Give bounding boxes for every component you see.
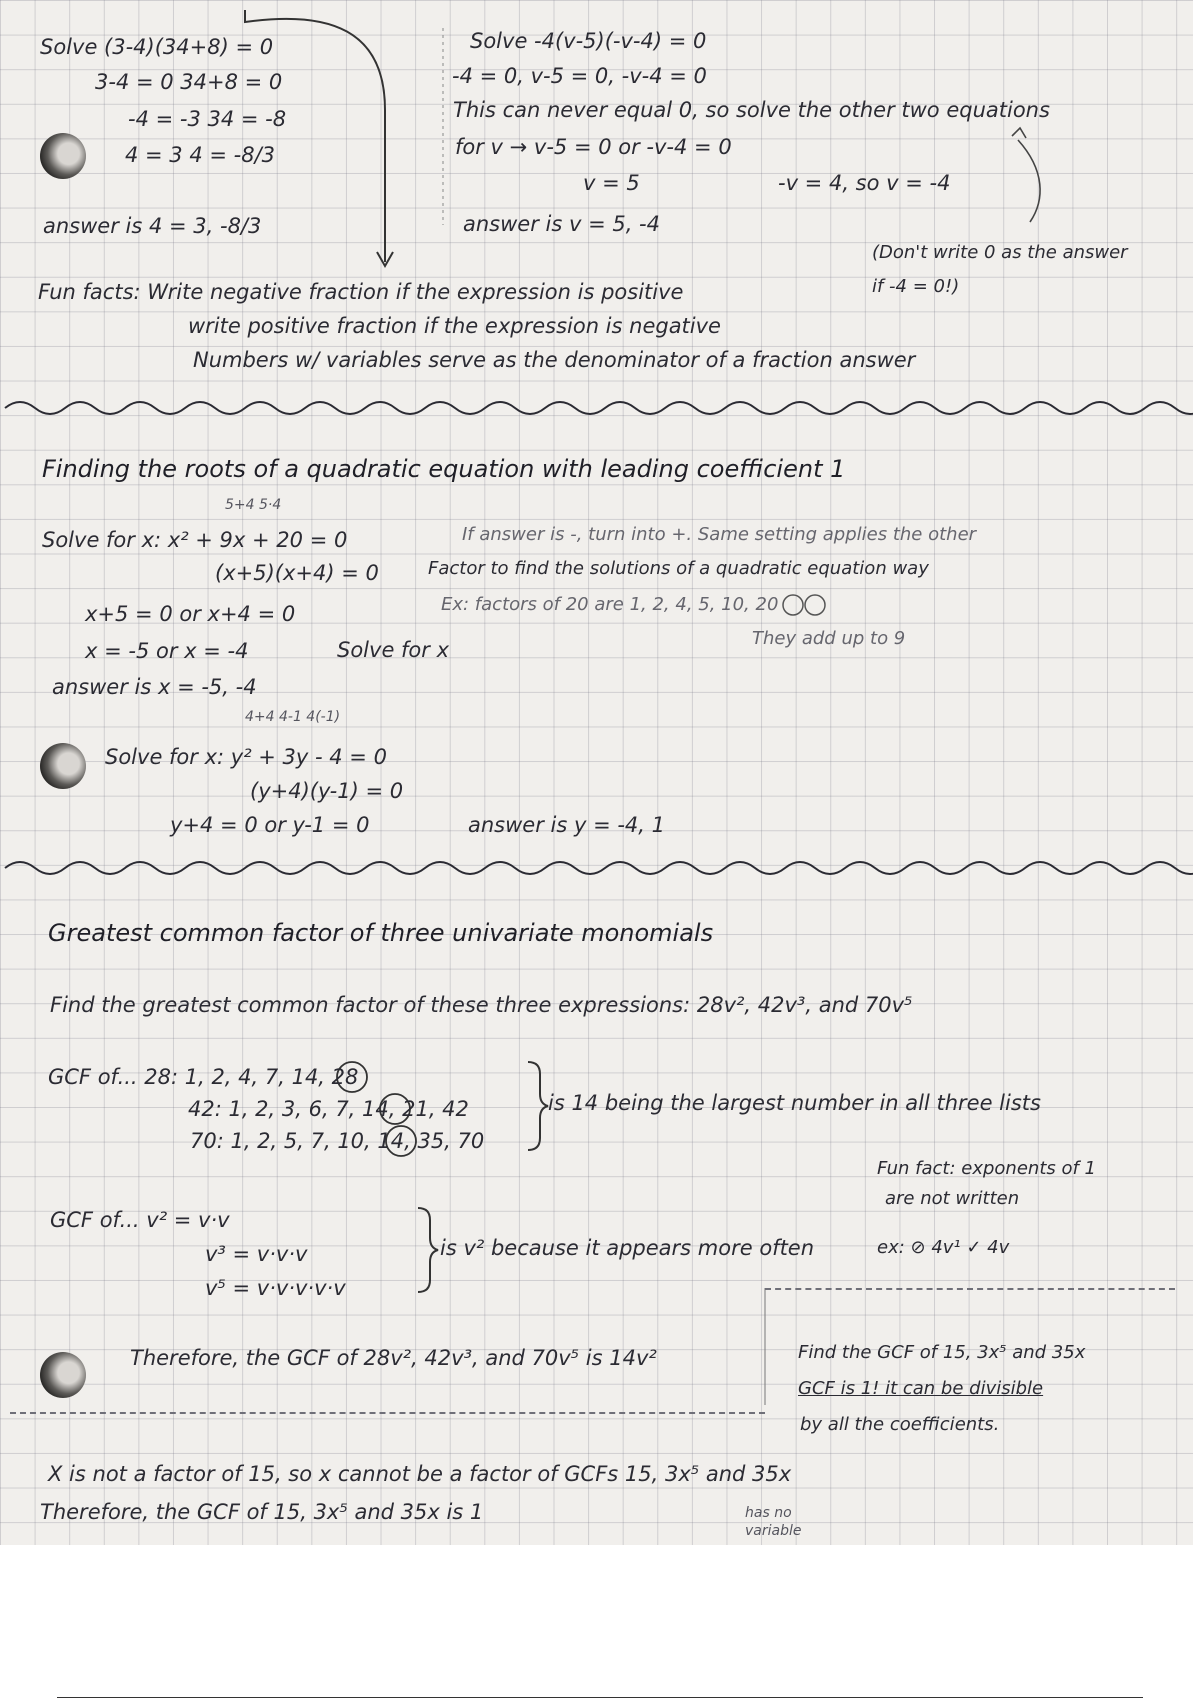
roots-answer-1: answer is x = -5, -4 [52,675,257,699]
right-problem-line-3: This can never equal 0, so solve the other two equations [453,98,1050,122]
x-factor-line-2: Therefore, the GCF of 15, 3x⁵ and 35x is 1 [40,1500,484,1524]
left-problem-line-4: 4 = 3 4 = -8/3 [125,143,276,167]
x-factor-line-1: X is not a factor of 15, so x cannot be a factor of GCFs 15, 3x⁵ and 35x [48,1462,792,1486]
gcf-conclusion: Therefore, the GCF of 28v², 42v³, and 70v⁵ is 14v² [130,1346,657,1370]
left-problem-line-1: Solve (3-4)(34+8) = 0 [40,35,274,59]
roots-answer-2: answer is y = -4, 1 [468,813,665,837]
roots-side-note-2: Factor to find the solutions of a quadratic equation way [428,558,929,579]
gcf-exponent-example: ex: ⊘ 4v¹ ✓ 4v [877,1237,1010,1258]
gcf-section-title: Greatest common factor of three univariate monomials [48,919,714,947]
punch-hole-bottom [40,1352,86,1398]
gcf-list-70: 70: 1, 2, 5, 7, 10, 14, 35, 70 [190,1129,485,1153]
gcf-list-42: 42: 1, 2, 3, 6, 7, 14, 21, 42 [188,1097,469,1121]
bottom-rule [57,1697,1143,1698]
fun-fact-exponent-1: Fun fact: exponents of 1 [877,1158,1097,1179]
side-problem-line-1: Find the GCF of 15, 3x⁵ and 35x [798,1342,1086,1363]
fun-facts-line-1: Fun facts: Write negative fraction if the expression is positive [38,280,684,304]
dashed-divider-left [10,1412,765,1414]
right-problem-line-2: -4 = 0, v-5 = 0, -v-4 = 0 [452,64,707,88]
side-problem-line-3: by all the coefficients. [800,1414,1000,1435]
roots-line-4: x = -5 or x = -4 [85,639,249,663]
roots-line-3: x+5 = 0 or x+4 = 0 [85,602,296,626]
roots-side-note-3: Ex: factors of 20 are 1, 2, 4, 5, 10, 20 [441,594,779,615]
gcf-intro: Find the greatest common factor of these three expressions: 28v², 42v³, and 70v⁵ [50,993,913,1017]
punch-hole-top [40,133,86,179]
roots-side-note-1: If answer is -, turn into +. Same setting applies the other [462,524,977,545]
left-problem-line-3: -4 = -3 34 = -8 [128,107,287,131]
roots-line-1: Solve for x: x² + 9x + 20 = 0 [42,528,348,552]
side-problem-line-2: GCF is 1! it can be divisible [798,1378,1044,1399]
roots-line-2: (x+5)(x+4) = 0 [215,561,379,585]
gcf-variable-line-2: v³ = v·v·v [205,1242,308,1266]
right-problem-note: (Don't write 0 as the answer if -4 = 0!) [872,242,1128,297]
roots-side-note-4: They add up to 9 [752,628,906,649]
left-problem-line-2: 3-4 = 0 34+8 = 0 [95,70,283,94]
punch-hole-middle [40,743,86,789]
left-problem-answer: answer is 4 = 3, -8/3 [43,214,262,238]
gcf-list-note: is 14 being the largest number in all three lists [548,1091,1041,1115]
roots-line-7: (y+4)(y-1) = 0 [250,779,404,803]
right-problem-line-6: -v = 4, so v = -4 [778,171,951,195]
right-problem-line-4: for v → v-5 = 0 or -v-4 = 0 [455,135,732,159]
right-problem-line-1: Solve -4(v-5)(-v-4) = 0 [470,29,707,53]
right-problem-answer: answer is v = 5, -4 [463,212,660,236]
fun-fact-exponent-2: are not written [885,1188,1020,1209]
dashed-divider-right [765,1288,1175,1290]
gcf-variable-line-3: v⁵ = v·v·v·v·v [205,1276,346,1300]
gcf-variable-line-1: GCF of... v² = v·v [50,1208,230,1232]
gcf-list-28: GCF of... 28: 1, 2, 4, 7, 14, 28 [48,1065,359,1089]
gcf-variable-note: is v² because it appears more often [440,1236,815,1260]
right-problem-line-5: v = 5 [583,171,640,195]
no-variable-note-2: variable [745,1523,802,1539]
no-variable-note-1: has no [745,1505,792,1521]
roots-factor-hint-2: 4+4 4-1 4(-1) [245,709,341,725]
roots-section-title: Finding the roots of a quadratic equation with leading coefficient 1 [42,455,846,483]
roots-factor-hint: 5+4 5·4 [225,497,282,513]
roots-line-4-label: Solve for x [337,638,450,662]
fun-facts-line-3: Numbers w/ variables serve as the denominator of a fraction answer [193,348,916,372]
fun-facts-line-2: write positive fraction if the expression is negative [188,314,721,338]
roots-line-6: Solve for x: y² + 3y - 4 = 0 [105,745,387,769]
roots-line-8: y+4 = 0 or y-1 = 0 [170,813,370,837]
